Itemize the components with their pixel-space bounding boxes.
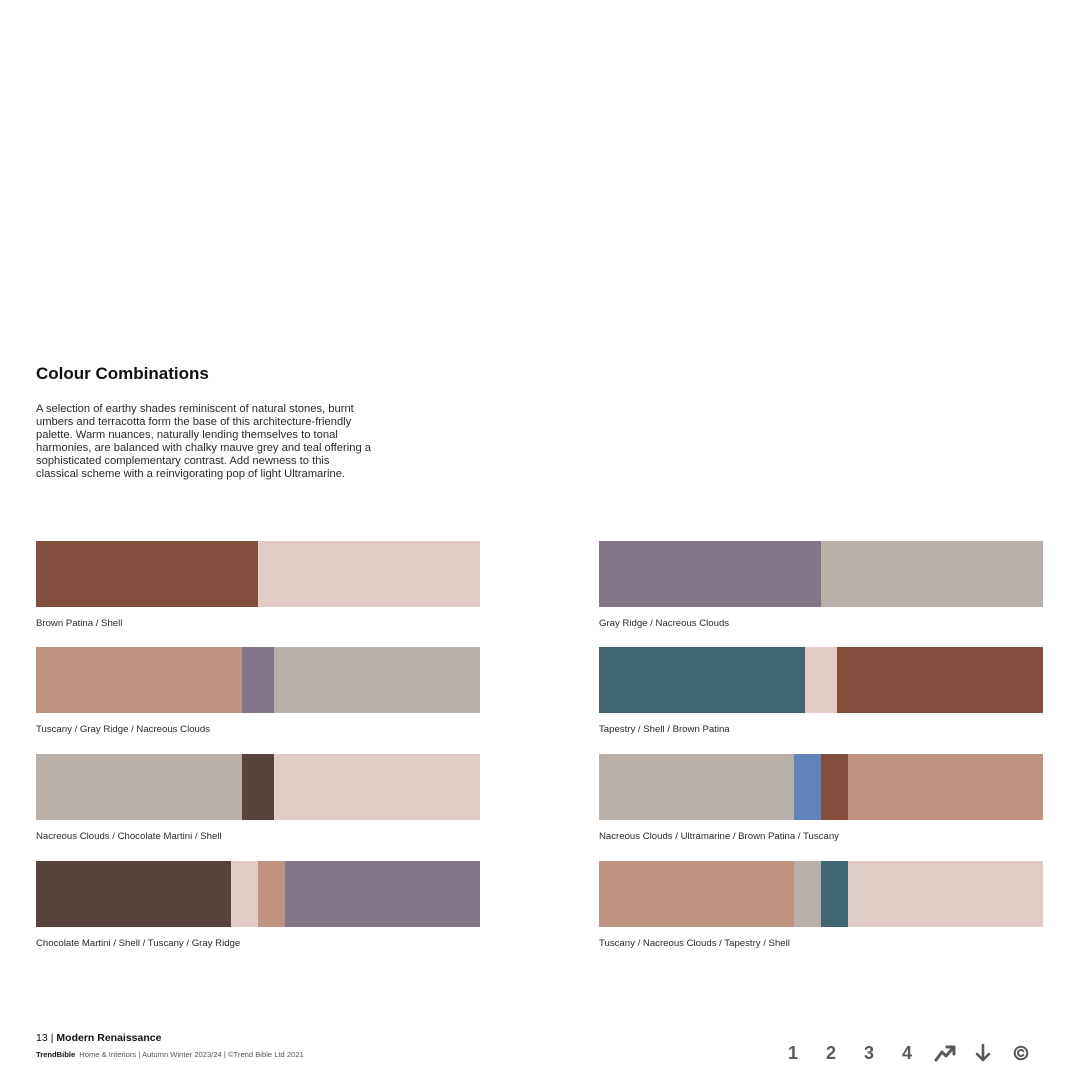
combination-caption: Gray Ridge / Nacreous Clouds bbox=[599, 618, 730, 629]
swatch-bar bbox=[36, 861, 480, 927]
colour-swatch bbox=[36, 754, 242, 820]
swatch-bar bbox=[599, 861, 1043, 927]
swatch-bar bbox=[36, 647, 480, 713]
footer-page-line bbox=[36, 1032, 304, 1044]
colour-swatch bbox=[599, 647, 805, 713]
colour-swatch bbox=[848, 861, 1043, 927]
colour-swatch bbox=[258, 861, 285, 927]
nav-item-2[interactable]: 2 bbox=[825, 1042, 836, 1063]
colour-swatch bbox=[258, 541, 480, 607]
colour-swatch bbox=[36, 647, 242, 713]
footer bbox=[36, 1032, 304, 1059]
footer-meta-line bbox=[36, 1050, 304, 1059]
colour-swatch bbox=[36, 861, 231, 927]
nav-item-1[interactable]: 1 bbox=[787, 1042, 798, 1063]
combination-caption: Brown Patina / Shell bbox=[36, 618, 123, 629]
colour-swatch bbox=[274, 754, 480, 820]
combination-caption: Tapestry / Shell / Brown Patina bbox=[599, 724, 730, 735]
colour-swatch bbox=[821, 861, 848, 927]
colour-combination bbox=[599, 647, 1043, 735]
page-navigation bbox=[774, 1040, 1040, 1066]
swatch-bar bbox=[599, 647, 1043, 713]
copyright-icon[interactable] bbox=[1002, 1040, 1040, 1066]
section-name: Modern Renaissance bbox=[56, 1032, 162, 1044]
colour-swatch bbox=[794, 754, 821, 820]
colour-combination bbox=[599, 754, 1043, 842]
colour-combination bbox=[36, 647, 480, 735]
combination-caption: Tuscany / Gray Ridge / Nacreous Clouds bbox=[36, 724, 211, 735]
download-arrow-icon[interactable] bbox=[964, 1040, 1002, 1066]
intro-paragraph: A selection of earthy shades reminiscent of natural stones, burnt umbers and terracotta form the base of this architecture-friendly palette. Warm nuances, naturally lending themselves to tonal harmonies, are balanced with chalky mauve grey and teal offering a sophisticated complementary contrast. Add newness to this classical scheme with a reinvigorating pop of light Ultramarine. bbox=[36, 403, 371, 481]
colour-combination bbox=[36, 541, 480, 629]
colour-swatch bbox=[36, 541, 258, 607]
page-title: Colour Combinations bbox=[36, 364, 209, 383]
colour-swatch bbox=[285, 861, 480, 927]
colour-swatch bbox=[821, 541, 1043, 607]
swatch-bar bbox=[599, 754, 1043, 820]
colour-swatch bbox=[242, 754, 273, 820]
colour-swatch bbox=[805, 647, 836, 713]
colour-swatch bbox=[274, 647, 480, 713]
colour-swatch bbox=[599, 861, 794, 927]
swatch-bar bbox=[36, 541, 480, 607]
colour-combination bbox=[599, 541, 1043, 629]
trend-arrow-icon[interactable] bbox=[926, 1040, 964, 1066]
colour-combination bbox=[36, 861, 480, 949]
colour-swatch bbox=[242, 647, 273, 713]
colour-swatch bbox=[231, 861, 258, 927]
nav-item-3[interactable]: 3 bbox=[863, 1042, 874, 1063]
combination-caption: Nacreous Clouds / Chocolate Martini / Shell bbox=[36, 831, 222, 842]
colour-swatch bbox=[599, 754, 794, 820]
colour-swatch bbox=[821, 754, 848, 820]
swatch-bar bbox=[599, 541, 1043, 607]
footer-meta: Home & Interiors | Autumn Winter 2023/24 | ©Trend Bible Ltd 2021 bbox=[79, 1050, 304, 1059]
colour-swatch bbox=[794, 861, 821, 927]
colour-swatch bbox=[837, 647, 1043, 713]
combination-caption: Tuscany / Nacreous Clouds / Tapestry / Shell bbox=[599, 938, 790, 949]
combination-caption: Chocolate Martini / Shell / Tuscany / Gray Ridge bbox=[36, 938, 241, 949]
colour-combination bbox=[36, 754, 480, 842]
brand-logo: TrendBible bbox=[36, 1050, 76, 1059]
page-number: 13 bbox=[36, 1032, 48, 1044]
footer-separator: | bbox=[50, 1032, 54, 1044]
nav-item-4[interactable]: 4 bbox=[901, 1042, 912, 1063]
colour-swatch bbox=[848, 754, 1043, 820]
combination-caption: Nacreous Clouds / Ultramarine / Brown Patina / Tuscany bbox=[599, 831, 839, 842]
colour-combination bbox=[599, 861, 1043, 949]
colour-swatch bbox=[599, 541, 821, 607]
swatch-bar bbox=[36, 754, 480, 820]
